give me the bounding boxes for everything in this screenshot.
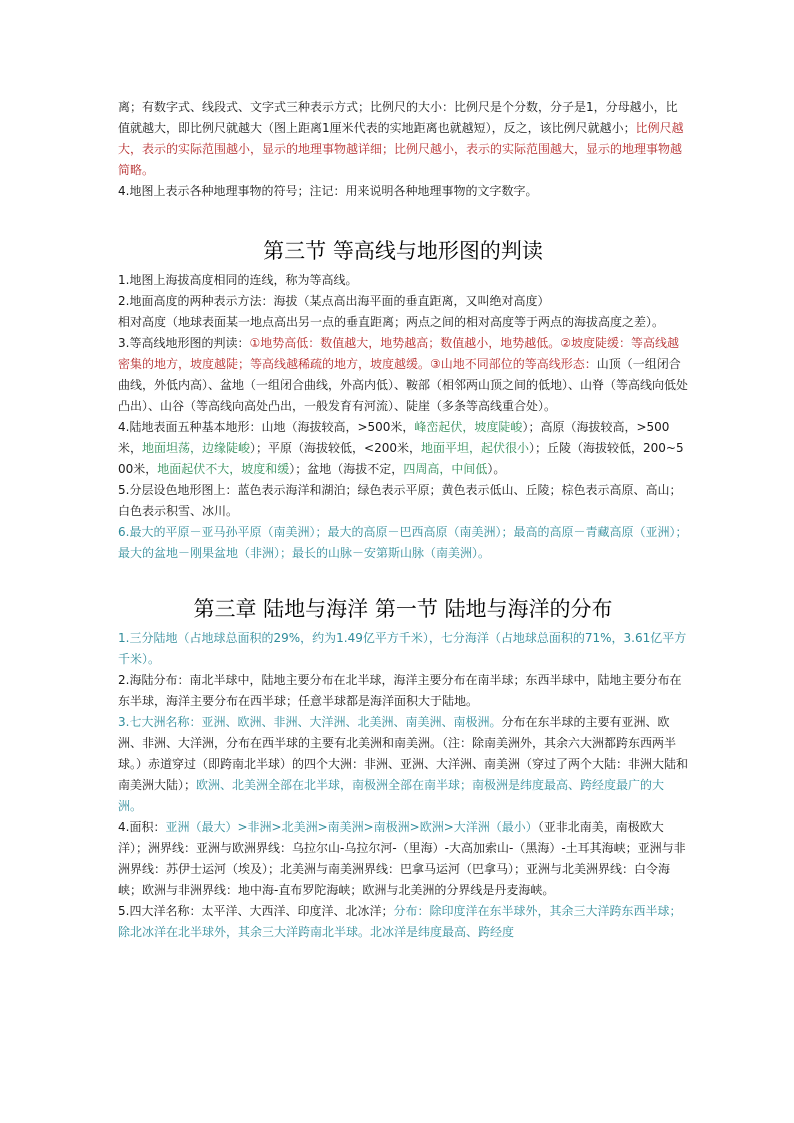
- text-run: 分布在东半球的主要有亚洲、欧洲、非洲、大洋洲，分布在西半球的主要有北美洲和南美洲。（注：除南美洲外，其余六大洲都跨东西两半球。）赤道穿过（即跨南北半球）的四个大洲：非洲、亚洲、大洋洲、南美洲（穿过了两个大陆：非洲大陆和南美洲大陆）；: [118, 715, 689, 792]
- text-run: 1.三分陆地（占地球总面积的29%，约为1.49亿平方千米），七分海洋（占地球总面积的71%，3.61亿平方千米）。: [118, 631, 687, 666]
- section-title: 第三节 等高线与地形图的判读: [263, 239, 543, 263]
- text-run: 3.七大洲名称：亚洲、欧洲、非洲、大洋洲、北美洲、南美洲、南极洲。: [118, 715, 502, 729]
- text-run: 2.海陆分布：南北半球中，陆地主要分布在北半球，海洋主要分布在南半球；东西半球中，陆地主要分布在东半球，海洋主要分布在西半球；任意半球都是海洋面积大于陆地。: [118, 673, 682, 708]
- text-run: 亚洲（最大）>非洲>北美洲>南美洲>南极洲>欧洲>大洋洲（最小）: [165, 820, 538, 834]
- paragraph: [118, 670, 688, 712]
- text-run: ①地势高低：数值越大，地势越高；数值越小，地势越低。②坡度陡缓：等高线越密集的地方，坡度越陡；等高线越稀疏的地方，坡度越缓。③山地不同部位的等高线形态：: [118, 336, 679, 371]
- paragraph: [118, 522, 688, 564]
- text-run: 5.分层设色地形图上：蓝色表示海洋和湖泊；绿色表示平原；黄色表示低山、丘陵；棕色表示高原、高山；白色表示积雪、冰川。: [118, 483, 682, 518]
- text-run: ）；丘陵（海拔较低，200~500米，: [118, 441, 684, 476]
- paragraph: [118, 480, 688, 522]
- bottom-paragraphs: [118, 628, 688, 943]
- paragraph: [118, 181, 688, 202]
- text-run: ）；高原（海拔较高，>500米，: [118, 420, 670, 455]
- paragraph: [118, 901, 688, 943]
- text-run: 2.地面高度的两种表示方法：海拔（某点高出海平面的垂直距离，又叫绝对高度）: [118, 294, 550, 308]
- text-run: 地面坦荡，边缘陡峻: [142, 441, 251, 455]
- paragraph: [118, 712, 688, 817]
- paragraph: [118, 628, 688, 670]
- text-run: 峰峦起伏，坡度陡峻: [414, 420, 523, 434]
- text-run: 6.最大的平原－亚马孙平原（南美洲）；最大的高原－巴西高原（南美洲）；最高的高原－青藏高原（亚洲）；最大的盆地－刚果盆地（非洲）；最长的山脉－安第斯山脉（南美洲）。: [118, 525, 688, 560]
- text-run: 1.地图上海拔高度相同的连线，称为等高线。: [118, 273, 358, 287]
- text-run: 3.等高线地形图的判读：: [118, 336, 250, 350]
- text-run: （亚非北南美，南极欧大洋）；洲界线：亚洲与欧洲界线：乌拉尔山-乌拉尔河-（里海）-大高加索山-（黑海）-土耳其海峡；亚洲与非洲界线：苏伊士运河（埃及）；北美洲与南美洲界线：巴拿马运河（巴拿马）；亚洲与北美洲界线：白令海峡；欧洲与非洲界线：地中海-直布罗陀海峡；欧洲与北美洲的分界线是丹麦海峡。: [118, 820, 686, 897]
- paragraph: [118, 333, 688, 417]
- paragraph: [118, 97, 688, 181]
- text-run: 地面平坦，起伏很小: [421, 441, 530, 455]
- text-run: ）；平原（海拔较低，<200米，: [250, 441, 421, 455]
- text-run: 相对高度（地球表面某一地点高出另一点的垂直距离；两点之间的相对高度等于两点的海拔高度之差）。: [118, 315, 665, 329]
- text-run: 4.面积：: [118, 820, 166, 834]
- paragraph: [118, 270, 688, 291]
- paragraph: [118, 417, 688, 480]
- text-run: 5.四大洋名称：太平洋、大西洋、印度洋、北冰洋；: [118, 904, 394, 918]
- paragraph: [118, 312, 688, 333]
- text-run: 离；有数字式、线段式、文字式三种表示方式；比例尺的大小：比例尺是个分数，分子是1，分母越小，比值就越大，即比例尺就越大（图上距离1厘米代表的实地距离也就越短），反之，该比例尺就越小；: [118, 100, 678, 135]
- text-run: 4.地图上表示各种地理事物的符号；注记：用来说明各种地理事物的文字数字。: [118, 184, 538, 198]
- top-paragraphs: [118, 97, 688, 202]
- text-run: ）；盆地（海拔不定，: [289, 462, 404, 476]
- text-run: 比例尺越大，表示的实际范围越小，显示的地理事物越详细；比例尺越小，表示的实际范围越大，显示的地理事物越简略。: [118, 121, 684, 177]
- text-run: 欧洲、北美洲全部在北半球，南极洲全部在南半球；南极洲是纬度最高、跨经度最广的大洲。: [118, 778, 665, 813]
- middle-paragraphs: [118, 270, 688, 564]
- chapter-title: 第三章 陆地与海洋 第一节 陆地与海洋的分布: [193, 597, 613, 621]
- text-run: 山顶（一组闭合曲线，外低内高）、盆地（一组闭合曲线，外高内低）、鞍部（相邻两山顶之间的低地）、山脊（等高线向低处凸出）、山谷（等高线向高处凸出，一般发育有河流）、陡崖（多条等高线重合处）。: [118, 357, 689, 413]
- document-body: [118, 97, 688, 943]
- text-run: ）。: [487, 462, 506, 476]
- text-run: 四周高，中间低: [403, 462, 488, 476]
- text-run: 地面起伏不大，坡度和缓: [157, 462, 290, 476]
- text-run: 4.陆地表面五种基本地形：山地（海拔较高，>500米，: [118, 420, 415, 434]
- paragraph: [118, 291, 688, 312]
- text-run: 分布：除印度洋在东半球外，其余三大洋跨东西半球；除北冰洋在北半球外，其余三大洋跨南北半球。北冰洋是纬度最高、跨经度: [118, 904, 682, 939]
- paragraph: [118, 817, 688, 901]
